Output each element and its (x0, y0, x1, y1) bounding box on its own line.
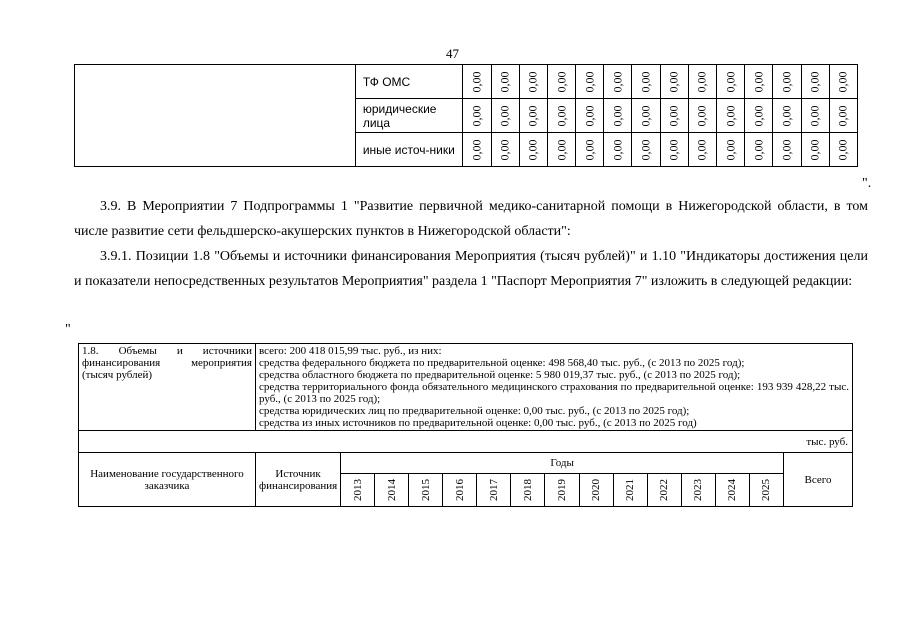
funding-value: 0,00 (779, 71, 794, 92)
year-label: 2013 (351, 479, 364, 501)
funding-value: 0,00 (582, 105, 597, 126)
year-label: 2020 (590, 479, 603, 501)
funding-value-cell (717, 65, 745, 99)
funding-value-cell (463, 65, 491, 99)
funding-value-cell (519, 65, 547, 99)
year-header-cell (613, 474, 647, 507)
funding-value-cell (688, 99, 716, 133)
funding-value: 0,00 (582, 71, 597, 92)
funding-value-cell (491, 99, 519, 133)
funding-value: 0,00 (469, 71, 484, 92)
funding-value-cell (576, 99, 604, 133)
year-label: 2018 (521, 479, 534, 501)
funding-value: 0,00 (779, 105, 794, 126)
opening-quote: " (65, 322, 71, 337)
year-header-cell (647, 474, 681, 507)
funding-value: 0,00 (666, 139, 681, 160)
funding-value-cell (463, 133, 491, 167)
funding-value: 0,00 (610, 71, 625, 92)
funding-value-cell (632, 99, 660, 133)
funding-value-cell (632, 65, 660, 99)
funding-value: 0,00 (666, 71, 681, 92)
year-header-cell (681, 474, 715, 507)
funding-value-cell (547, 99, 575, 133)
funding-value: 0,00 (723, 71, 738, 92)
funding-value: 0,00 (694, 71, 709, 92)
year-header-cell (375, 474, 409, 507)
year-label: 2014 (385, 479, 398, 501)
funding-value: 0,00 (638, 139, 653, 160)
funding-value: 0,00 (666, 105, 681, 126)
funding-value: 0,00 (779, 139, 794, 160)
funding-value-cell (519, 133, 547, 167)
funding-value-cell (829, 65, 857, 99)
funding-value-cell (519, 99, 547, 133)
year-label: 2023 (692, 479, 705, 501)
funding-row (75, 65, 858, 99)
funding-value-cell (773, 99, 801, 133)
funding-table-continuation (74, 64, 858, 167)
funding-value-cell (604, 133, 632, 167)
funding-value-cell (688, 133, 716, 167)
units-row (79, 431, 853, 453)
funding-value-cell (660, 133, 688, 167)
funding-value: 0,00 (638, 105, 653, 126)
funding-value-cell (463, 99, 491, 133)
funding-value-cell (801, 133, 829, 167)
funding-value: 0,00 (582, 139, 597, 160)
funding-source-label: юридические лица (355, 99, 463, 133)
year-label: 2016 (453, 479, 466, 501)
funding-source-label: ТФ ОМС (355, 65, 463, 99)
year-label: 2021 (624, 479, 637, 501)
funding-value-cell (491, 65, 519, 99)
funding-value: 0,00 (751, 139, 766, 160)
funding-value-cell (604, 65, 632, 99)
funding-value-cell (745, 133, 773, 167)
funding-value: 0,00 (554, 71, 569, 92)
funding-value: 0,00 (835, 71, 850, 92)
funding-value-cell (717, 133, 745, 167)
passport-line: средства областного бюджета по предварительной оценке: 5 980 019,37 тыс. руб., (с 2013 по 2025 год); (259, 369, 741, 381)
funding-value: 0,00 (638, 71, 653, 92)
funding-value: 0,00 (807, 105, 822, 126)
funding-value-cell (745, 99, 773, 133)
funding-value-cell (604, 99, 632, 133)
funding-value-cell (773, 65, 801, 99)
year-label: 2025 (760, 479, 773, 501)
funding-value: 0,00 (554, 105, 569, 126)
passport-line: средства федерального бюджета по предварительной оценке: 498 568,40 тыс. руб., (с 2013 по 2025 год); (259, 357, 745, 369)
passport-line: всего: 200 418 015,99 тыс. руб., из них: (259, 345, 442, 357)
funding-value: 0,00 (525, 139, 540, 160)
closing-quote: ". (862, 176, 872, 191)
funding-value: 0,00 (497, 71, 512, 92)
year-header-cell (579, 474, 613, 507)
units-label: тыс. руб. (79, 431, 853, 453)
funding-value: 0,00 (835, 105, 850, 126)
funding-value-cell (688, 65, 716, 99)
funding-value: 0,00 (469, 139, 484, 160)
funding-value-cell (576, 133, 604, 167)
funding-value: 0,00 (835, 139, 850, 160)
funding-value: 0,00 (751, 105, 766, 126)
passport-line: средства территориального фонда обязательного медицинского страхования по предварительной оценке: 193 939 428,22 тыс. руб., (с 2013 по 2025 год); (259, 381, 849, 405)
funding-value: 0,00 (497, 105, 512, 126)
funding-value: 0,00 (723, 105, 738, 126)
funding-value: 0,00 (554, 139, 569, 160)
funding-value: 0,00 (525, 105, 540, 126)
funding-value: 0,00 (525, 71, 540, 92)
funding-value-cell (576, 65, 604, 99)
passport-label: 1.8. Объемы и источники финансирования мероприятия (тысяч рублей) (79, 344, 256, 431)
funding-value-cell (829, 133, 857, 167)
funding-value-cell (491, 133, 519, 167)
funding-value: 0,00 (807, 71, 822, 92)
year-label: 2019 (556, 479, 568, 501)
funding-value-cell (660, 99, 688, 133)
year-header-cell (341, 474, 375, 507)
year-header-cell (511, 474, 545, 507)
funding-value-cell (632, 133, 660, 167)
funding-value-cell (660, 65, 688, 99)
passport-table (78, 343, 853, 507)
funding-value-cell (717, 99, 745, 133)
header-total: Всего (784, 453, 853, 507)
funding-value-cell (801, 65, 829, 99)
passport-line: средства из иных источников по предварительной оценке: 0,00 тыс. руб., (с 2013 по 2025 год) (259, 417, 697, 429)
funding-source-label: иные источ-ники (355, 133, 463, 167)
funding-value: 0,00 (497, 139, 512, 160)
blank-cell (75, 65, 356, 167)
year-label: 2017 (487, 479, 500, 501)
funding-value: 0,00 (610, 105, 625, 126)
year-header-cell (409, 474, 443, 507)
paragraph-3-9-1: 3.9.1. Позиции 1.8 "Объемы и источники финансирования Мероприятия (тысяч рублей)" и 1.10 "Индикаторы достижения цели и показатели непосредственных результатов Мероприятия" раздела 1 "Паспорт Мероприятия 7" изложить в следующей редакции: (74, 249, 868, 289)
year-header-cell (749, 474, 783, 507)
funding-value-cell (829, 99, 857, 133)
year-label: 2022 (658, 479, 671, 501)
header-row-1 (79, 453, 853, 474)
funding-value-cell (801, 99, 829, 133)
header-customer: Наименование государственного заказчика (79, 453, 256, 507)
paragraph-3-9: 3.9. В Мероприятии 7 Подпрограммы 1 "Развитие первичной медико-санитарной помощи в Нижегородской области, в том числе развитие сети фельдшерско-акушерских пунктов в Нижегородской области": (74, 199, 868, 239)
year-header-cell (545, 474, 579, 507)
header-source: Источник финансирования (256, 453, 341, 507)
year-label: 2024 (726, 479, 739, 501)
funding-value: 0,00 (751, 71, 766, 92)
passport-line: средства юридических лиц по предварительной оценке: 0,00 тыс. руб., (с 2013 по 2025 год); (259, 405, 690, 417)
header-years: Годы (341, 453, 784, 474)
funding-value: 0,00 (610, 139, 625, 160)
funding-value: 0,00 (807, 139, 822, 160)
funding-value-cell (547, 65, 575, 99)
funding-value: 0,00 (694, 139, 709, 160)
passport-row (79, 344, 853, 431)
funding-value-cell (547, 133, 575, 167)
year-label: 2015 (419, 479, 432, 501)
funding-value-cell (745, 65, 773, 99)
funding-value: 0,00 (694, 105, 709, 126)
passport-content (256, 344, 853, 431)
funding-value: 0,00 (469, 105, 484, 126)
year-header-cell (715, 474, 749, 507)
year-header-cell (477, 474, 511, 507)
funding-value: 0,00 (723, 139, 738, 160)
page-number: 47 (446, 46, 459, 61)
funding-value-cell (773, 133, 801, 167)
year-header-cell (443, 474, 477, 507)
